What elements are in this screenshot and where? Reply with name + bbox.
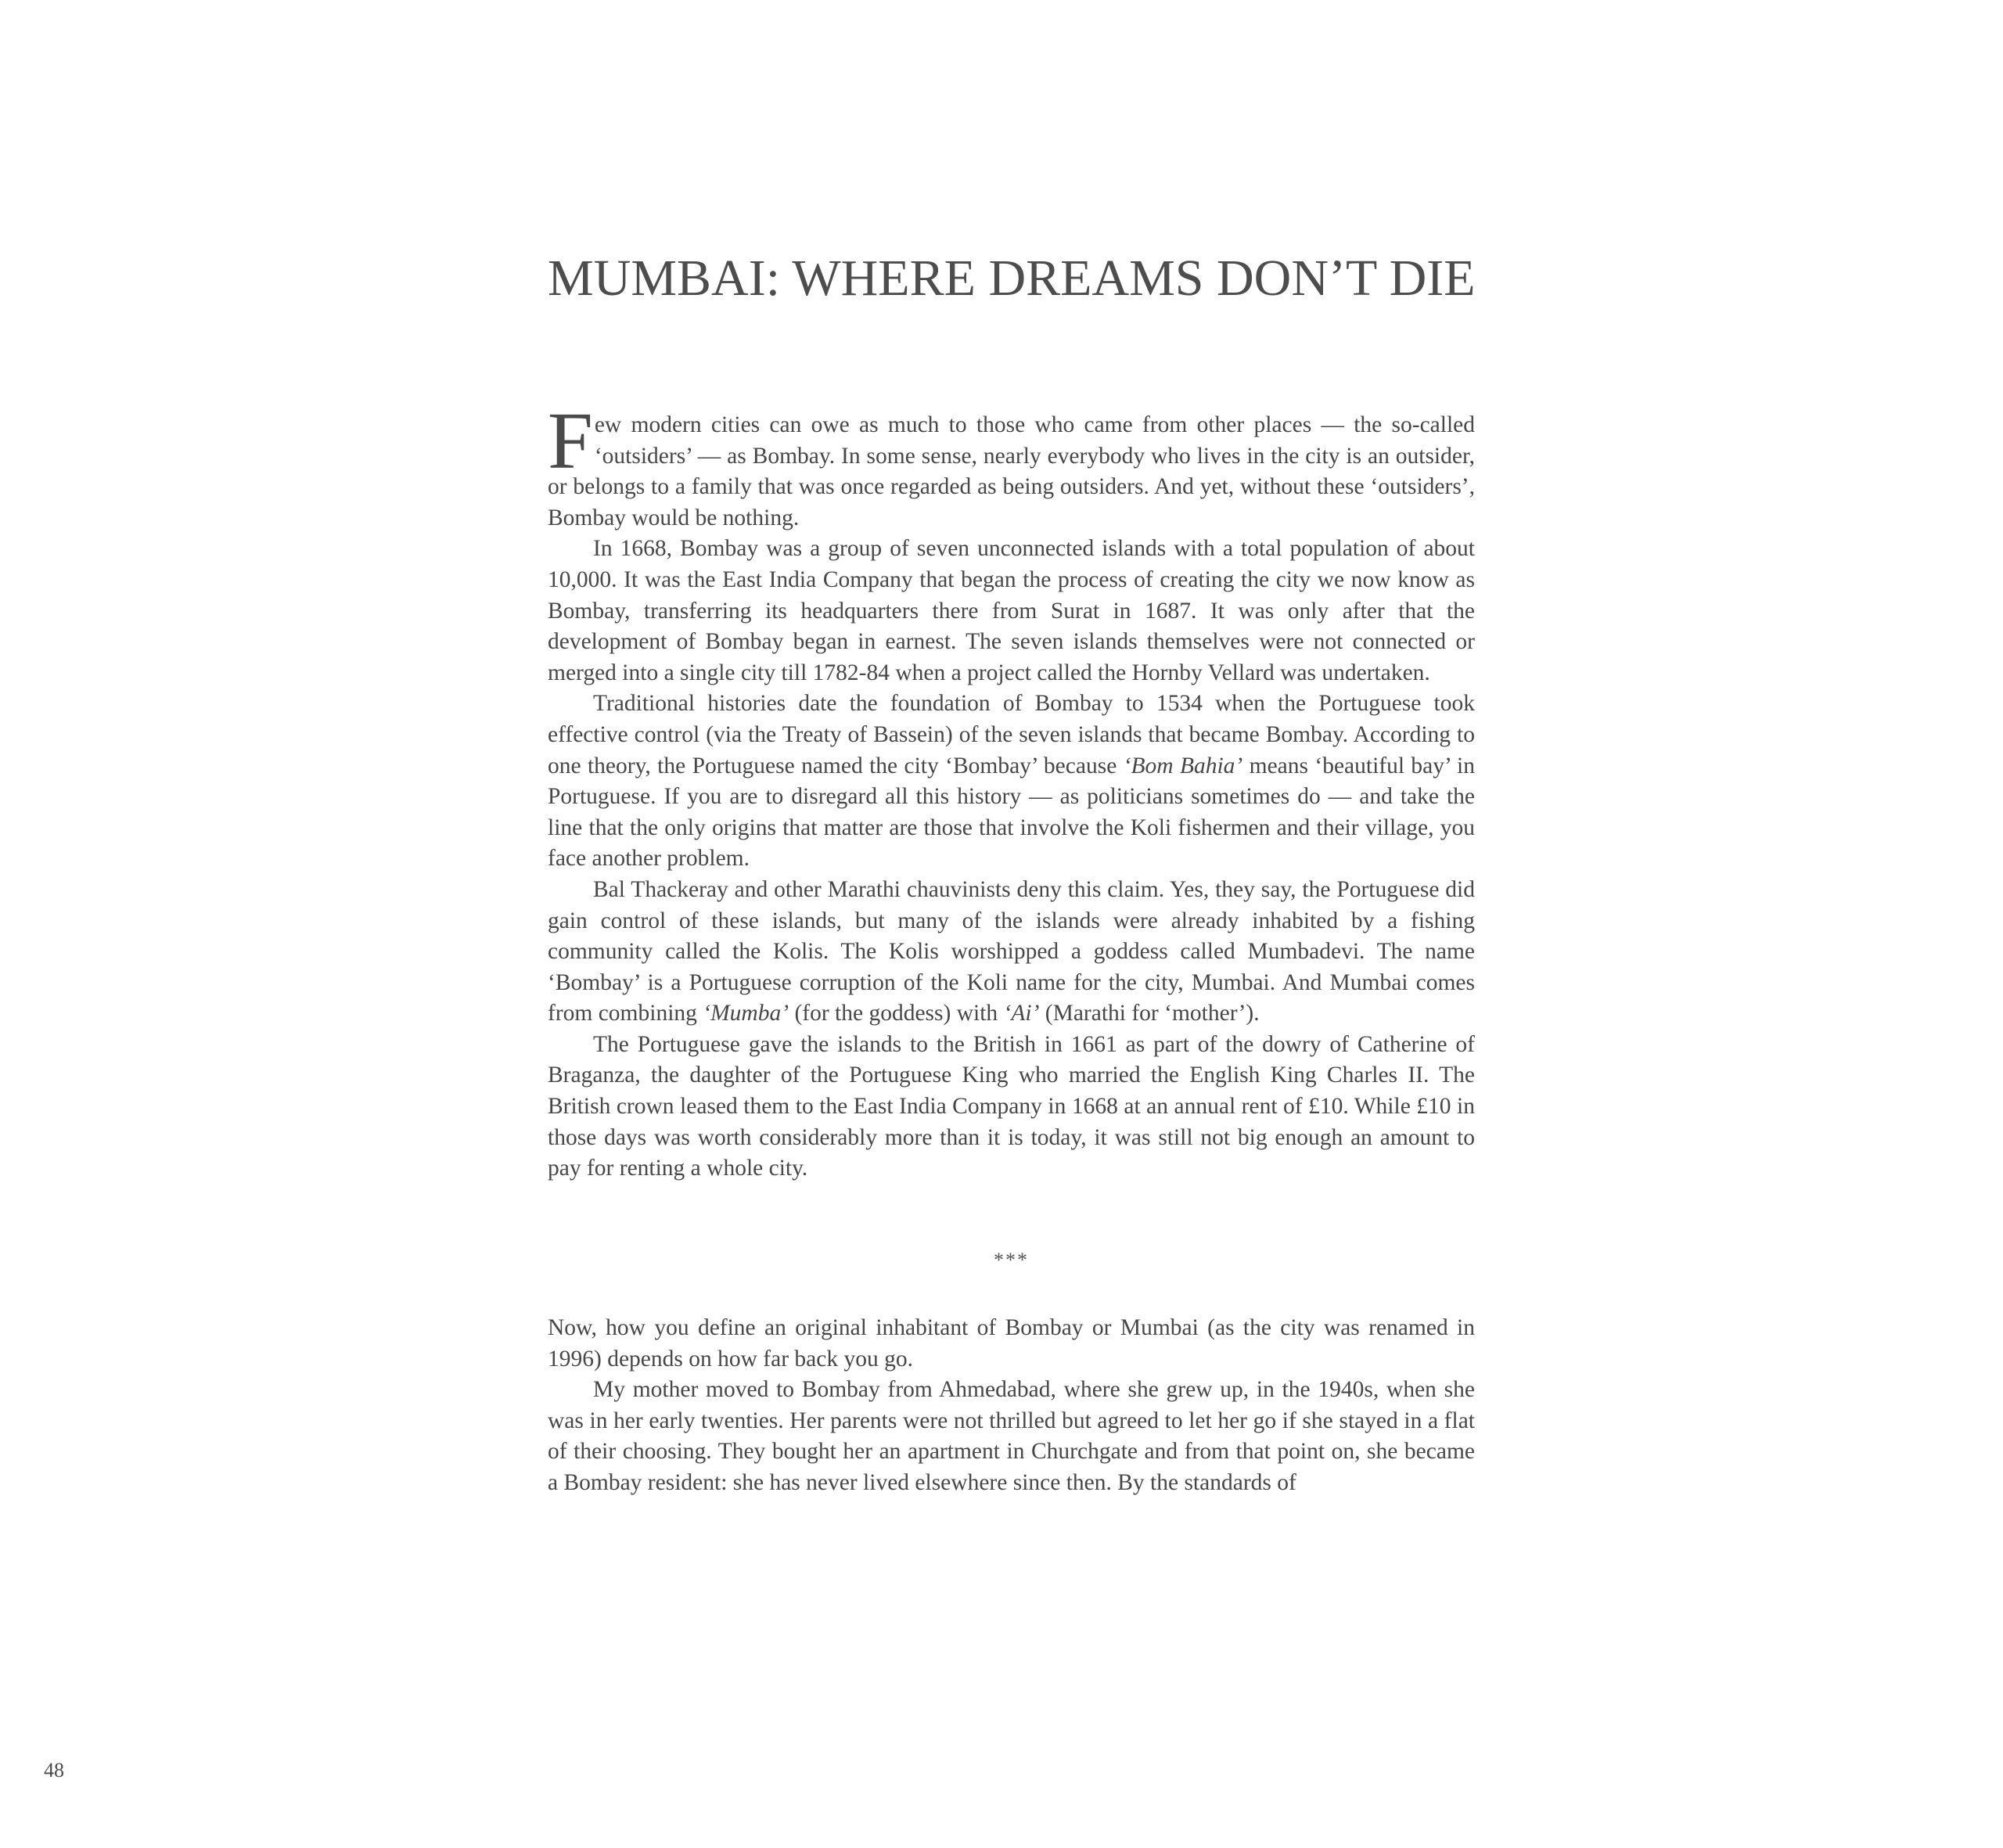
paragraph-3 bbox=[548, 689, 1475, 875]
paragraph-4-italic-1: ‘Mumba’ bbox=[703, 1001, 789, 1026]
paragraph-3-italic: ‘Bom Bahia’ bbox=[1123, 753, 1243, 778]
paragraph-4-text-a: Bal Thackeray and other Marathi chauvinists deny this claim. Yes, they say, the Portuguese did gain control of these islands, but many of the islands were already inhabited by a fishing community called the Kolis. The Kolis worshipped a goddess called Mumbadevi. The name ‘Bombay’ is a Portuguese corruption of the Koli name for the city, Mumbai. And Mumbai comes from combining bbox=[548, 876, 1475, 1026]
paragraph-7: My mother moved to Bombay from Ahmedabad, where she grew up, in the 1940s, when she was in her early twenties. Her parents were not thrilled but agreed to let her go if she stayed in a flat of their choosing. They bought her an apartment in Churchgate and from that point on, she became a Bombay resident: she has never lived elsewhere since then. By the standards of bbox=[548, 1377, 1475, 1495]
paragraph-2: In 1668, Bombay was a group of seven unconnected islands with a total population of about 10,000. It was the East India Company that began the process of creating the city we now know as Bombay, transferring its headquarters there from Surat in 1687. It was only after that the development of Bombay began in earnest. The seven islands themselves were not connected or merged into a single city till 1782-84 when a project called the Hornby Vellard was undertaken. bbox=[548, 536, 1475, 685]
paragraph-1 bbox=[548, 396, 1475, 534]
paragraph-4-italic-2: ‘Ai’ bbox=[1003, 1001, 1040, 1026]
paragraph-1-text: ew modern cities can owe as much to those who came from other places — the so-called ‘outsiders’ — as Bombay. In some sense, nearly everybody who lives in the city is an outsider, or belongs to a family that was once regarded as being outsiders. And yet, without these ‘outsiders’, Bombay would be nothing. bbox=[548, 412, 1475, 530]
paragraph-4-text-b: (for the goddess) with bbox=[789, 1001, 1004, 1026]
section-1-body bbox=[548, 396, 1475, 1185]
chapter-title: MUMBAI: WHERE DREAMS DON’T DIE bbox=[548, 250, 1476, 307]
paragraph-3-text-a: Traditional histories date the foundation of Bombay to 1534 when the Portuguese took effective control (via the Treaty of Bassein) of the seven islands that became Bombay. According to one theory, the Portuguese named the city ‘Bombay’ because bbox=[548, 691, 1475, 778]
section-2-body bbox=[548, 1313, 1475, 1499]
page-number: 48 bbox=[44, 1759, 64, 1781]
drop-cap: F bbox=[548, 396, 593, 486]
paragraph-4-text-c: (Marathi for ‘mother’). bbox=[1039, 1001, 1260, 1026]
paragraph-4 bbox=[548, 875, 1475, 1030]
paragraph-5: The Portuguese gave the islands to the British in 1661 as part of the dowry of Catherine of Braganza, the daughter of the Portuguese King who married the English King Charles II. The British crown leased them to the East India Company in 1668 at an annual rent of £10. While £10 in those days was worth considerably more than it is today, it was still not big enough an amount to pay for renting a whole city. bbox=[548, 1031, 1475, 1181]
scene-break: *** bbox=[994, 1249, 1029, 1271]
paragraph-3-text-b: means ‘beautiful bay’ in Portuguese. If you are to disregard all this history — as politicians sometimes do — and take the line that the only origins that matter are those that involve the Koli fishermen and their village, you face another problem. bbox=[548, 753, 1475, 872]
paragraph-6: Now, how you define an original inhabitant of Bombay or Mumbai (as the city was renamed in 1996) depends on how far back you go. bbox=[548, 1315, 1475, 1372]
